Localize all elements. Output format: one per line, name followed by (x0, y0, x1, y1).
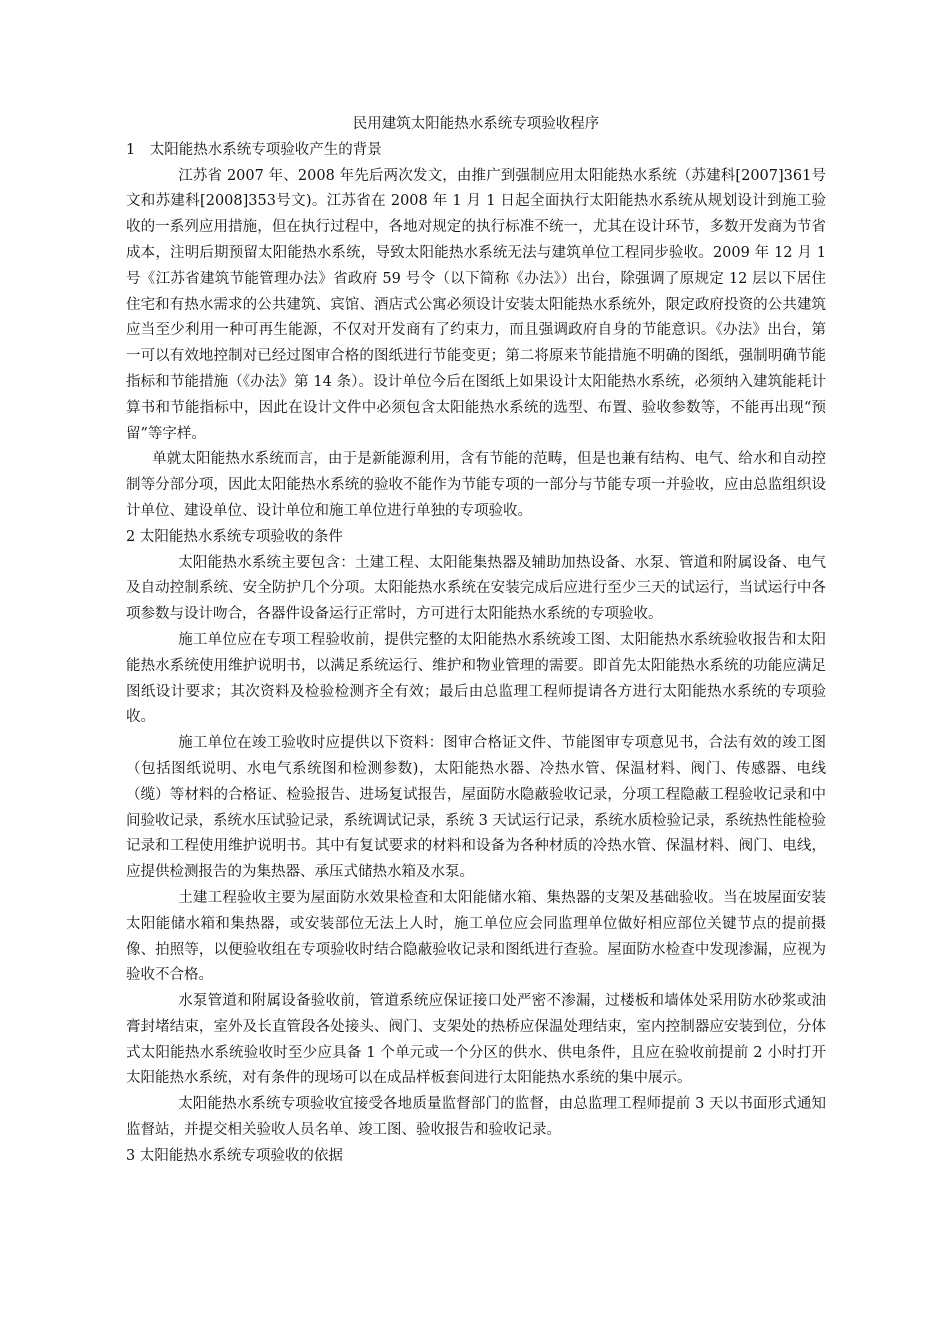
section-heading-2: 2 太阳能热水系统专项验收的条件 (126, 528, 343, 545)
paragraph: 土建工程验收主要为屋面防水效果检查和太阳能储水箱、集热器的支架及基础验收。当在坡屋面安装太阳能储水箱和集热器，或安装部位无法上人时，施工单位应会同监理单位做好相应部位关键节点的提前摄像、拍照等，以便验收组在专项验收时结合隐蔽验收记录和图纸进行查验。屋面防水检查中发现渗漏，应视为验收不合格。 (126, 889, 826, 984)
section-heading-1: 1 太阳能热水系统专项验收产生的背景 (126, 141, 382, 158)
paragraph: 水泵管道和附属设备验收前，管道系统应保证接口处严密不渗漏，过楼板和墙体处采用防水砂浆或油膏封堵结束，室外及长直管段各处接头、阀门、支架处的热桥应保温处理结束，室内控制器应安装到位，分体式太阳能热水系统验收时至少应具备 1 个单元或一个分区的供水、供电条件，且应在验收前提前 2 小时打开太阳能热水系统，对有条件的现场可以在成品样板套间进行太阳能热水系统的集中展示。 (126, 993, 826, 1087)
paragraph: 太阳能热水系统专项验收宜接受各地质量监督部门的监督，由总监理工程师提前 3 天以书面形式通知监督站，并提交相关验收人员名单、竣工图、验收报告和验收记录。 (126, 1096, 826, 1139)
paragraph: 江苏省 2007 年、2008 年先后两次发文，由推广到强制应用太阳能热水系统（苏建科[2007]361号文和苏建科[2008]353号文)。江苏省在 2008 年 1 月 1 日起全面执行太阳能热水系统从规划设计到施工验收的一系列应用措施，但在执行过程中，各地对规定的执行标准不统一，尤其在设计环节，多数开发商为节省成本，注明后期预留太阳能热水系统，导致太阳能热水系统无法与建筑单位工程同步验收。2009 年 12 月 1 号《江苏省建筑节能管理办法》省政府 59 号令（以下简称《办法》）出台，除强调了原规定 12 层以下居住住宅和有热水需求的公共建筑、宾馆、酒店式公寓必须设计安装太阳能热水系统外，限定政府投资的公共建筑应当至少利用一种可再生能源，不仅对开发商有了约束力，而且强调政府自身的节能意识。《办法》出台，第一可以有效地控制对已经过图审合格的图纸进行节能变更；第二将原来节能措施不明确的图纸，强制明确节能指标和节能措施（《办法》第 14 条）。设计单位今后在图纸上如果设计太阳能热水系统，必须纳入建筑能耗计算书和节能指标中，因此在设计文件中必须包含太阳能热水系统的选型、布置、验收参数等，不能再出现“预留”等字样。 (126, 167, 826, 442)
document-page (126, 112, 826, 1170)
paragraph: 施工单位在竣工验收时应提供以下资料：图审合格证文件、节能图审专项意见书，合法有效的竣工图（包括图纸说明、水电气系统图和检测参数)，太阳能热水器、冷热水管、保温材料、阀门、传感器、电线（缆）等材料的合格证、检验报告、进场复试报告，屋面防水隐蔽验收记录，分项工程隐蔽工程验收记录和中间验收记录，系统水压试验记录，系统调试记录，系统 3 天试运行记录，系统水质检验记录，系统热性能检验记录和工程使用维护说明书。其中有复试要求的材料和设备为各种材质的冷热水管、保温材料、阀门、电线，应提供检测报告的为集热器、承压式储热水箱及水泵。 (126, 735, 826, 881)
section-heading-3: 3 太阳能热水系统专项验收的依据 (126, 1147, 343, 1164)
paragraph: 施工单位应在专项工程验收前，提供完整的太阳能热水系统竣工图、太阳能热水系统验收报告和太阳能热水系统使用维护说明书，以满足系统运行、维护和物业管理的需要。即首先太阳能热水系统的功能应满足图纸设计要求；其次资料及检验检测齐全有效；最后由总监理工程师提请各方进行太阳能热水系统的专项验收。 (126, 631, 826, 726)
document-title: 民用建筑太阳能热水系统专项验收程序 (352, 116, 600, 132)
paragraph: 太阳能热水系统主要包含：土建工程、太阳能集热器及辅助加热设备、水泵、管道和附属设备、电气及自动控制系统、安全防护几个分项。太阳能热水系统在安装完成后应进行至少三天的试运行，当试运行中各项参数与设计吻合，各器件设备运行正常时，方可进行太阳能热水系统的专项验收。 (126, 554, 826, 623)
paragraph: 单就太阳能热水系统而言，由于是新能源利用，含有节能的范畴，但是也兼有结构、电气、给水和自动控制等分部分项，因此太阳能热水系统的验收不能作为节能专项的一部分与节能专项一并验收，应由总监组织设计单位、建设单位、设计单位和施工单位进行单独的专项验收。 (126, 451, 826, 519)
